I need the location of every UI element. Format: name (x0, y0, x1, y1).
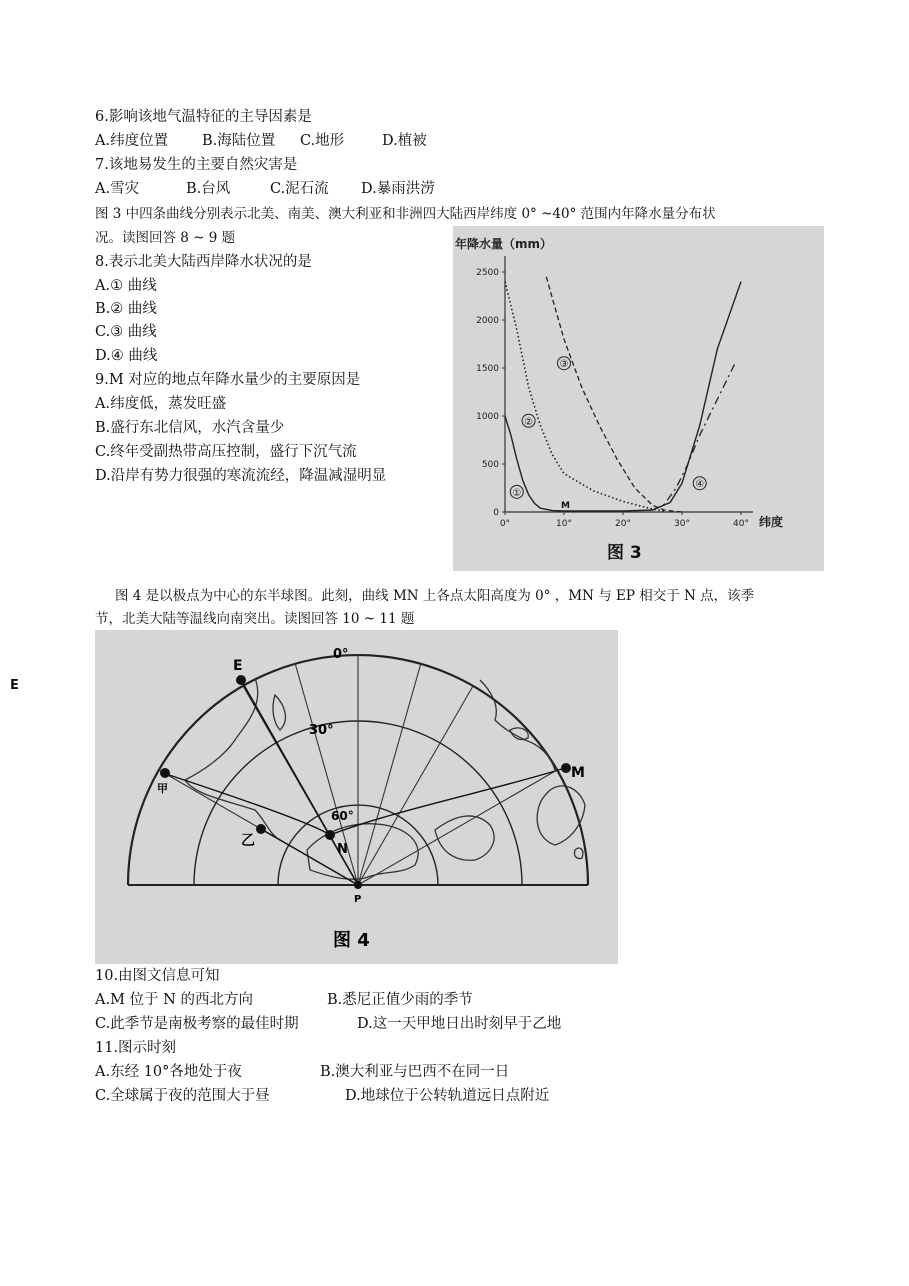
fig4-point-m (561, 763, 571, 773)
fig3-y-tick-label: 1000 (476, 412, 499, 422)
q7-option-d[interactable]: D.暴雨洪涝 (361, 181, 435, 197)
fig3-x-tick-label: 0° (499, 519, 511, 529)
fig4-label-m: M (571, 765, 585, 781)
fig3-ylabel: 年降水量（mm） (455, 237, 553, 251)
q6-option-a[interactable]: A.纬度位置 (95, 133, 169, 149)
fig3-intro-line2: 况。读图回答 8 ~ 9 题 (95, 230, 236, 246)
fig3-series-label: ② (524, 416, 534, 428)
fig4-caption: 图 4 (333, 930, 370, 951)
fig3-series-line (505, 282, 741, 511)
fig4-meridians (159, 655, 557, 885)
q8-stem: 8.表示北美大陆西岸降水状况的是 (95, 254, 312, 270)
q7-option-b[interactable]: B.台风 (186, 181, 231, 197)
fig4-point-jia (160, 768, 170, 778)
fig4-label-e: E (233, 658, 243, 674)
fig3-y-tick-label: 0 (493, 508, 499, 518)
fig3-x-tick-label: 10° (556, 519, 572, 529)
fig3-y-tick-label: 500 (481, 460, 499, 470)
fig4-point-n (325, 830, 335, 840)
q9-option-a[interactable]: A.纬度低，蒸发旺盛 (95, 396, 227, 412)
fig4-label-n: N (337, 842, 348, 857)
fig3-series-line (653, 363, 736, 510)
fig4-label-jia: 甲 (157, 782, 168, 795)
q6-option-d[interactable]: D.植被 (382, 133, 427, 149)
fig3-intro-line1: 图 3 中四条曲线分别表示北美、南美、澳大利亚和非洲四大陆西岸纬度 0° ~40° 范围内年降水量分布状 (95, 206, 716, 222)
q10-option-a[interactable]: A.M 位于 N 的西北方向 (95, 992, 253, 1008)
q10-options-row2 (95, 1014, 561, 1034)
q10-option-d[interactable]: D.这一天甲地日出时刻早于乙地 (357, 1016, 562, 1032)
fig3-y-tick-label: 2500 (476, 268, 499, 278)
fig4-label-yi: 乙 (241, 833, 255, 849)
fig3-series-label: ③ (559, 359, 569, 371)
fig3-series (505, 277, 741, 512)
fig4-point-yi (256, 824, 266, 834)
side-mark: E (10, 678, 19, 693)
q10-options-row1 (95, 990, 473, 1010)
q9-stem: 9.M 对应的地点年降水量少的主要原因是 (95, 372, 361, 388)
fig4-point-e (236, 675, 246, 685)
q8-option-b[interactable]: B.② 曲线 (95, 301, 157, 317)
fig4-svg (95, 630, 618, 964)
fig4-label-p: P (354, 894, 362, 905)
q11-option-a[interactable]: A.东经 10°各地处于夜 (95, 1064, 242, 1080)
q8-option-d[interactable]: D.④ 曲线 (95, 348, 158, 364)
q9-option-d[interactable]: D.沿岸有势力很强的寒流流经，降温减湿明显 (95, 468, 387, 484)
q6-options (95, 131, 427, 151)
fig4-label-lat30: 30° (309, 723, 334, 738)
fig3-caption: 图 3 (607, 543, 642, 563)
fig3-series-label: ① (512, 487, 522, 499)
q10-stem: 10.由图文信息可知 (95, 968, 220, 984)
fig3-series-line (546, 277, 682, 512)
q10-option-b[interactable]: B.悉尼正值少雨的季节 (327, 992, 473, 1008)
q6-stem: 6.影响该地气温特征的主导因素是 (95, 109, 312, 125)
fig4-label-lat0: 0° (333, 647, 349, 662)
fig3-series-line (505, 282, 664, 511)
fig4-continents (185, 678, 585, 879)
q7-option-c[interactable]: C.泥石流 (270, 181, 329, 197)
fig3-svg (453, 226, 824, 571)
figure-4-polar-map (95, 630, 618, 964)
fig4-label-lat60: 60° (331, 809, 354, 823)
fig3-x-tick-label: 40° (733, 519, 749, 529)
q11-option-b[interactable]: B.澳大利亚与巴西不在同一日 (320, 1064, 510, 1080)
q7-options (95, 179, 435, 199)
q6-option-c[interactable]: C.地形 (300, 133, 345, 149)
fig3-xlabel: 纬度 (759, 515, 784, 529)
fig4-point-p (354, 881, 362, 889)
q8-option-a[interactable]: A.① 曲线 (95, 278, 157, 294)
q11-options-row2 (95, 1086, 549, 1106)
fig4-mn-curve (163, 768, 565, 835)
q9-option-c[interactable]: C.终年受副热带高压控制，盛行下沉气流 (95, 444, 357, 460)
fig3-y-tick-label: 1500 (476, 364, 499, 374)
q6-option-b[interactable]: B.海陆位置 (202, 133, 276, 149)
q10-option-c[interactable]: C.此季节是南极考察的最佳时期 (95, 1016, 299, 1032)
fig3-series-label: ④ (695, 479, 705, 491)
figure-3-precipitation-chart (453, 226, 824, 571)
fig4-intro-line1: 图 4 是以极点为中心的东半球图。此刻，曲线 MN 上各点太阳高度为 0° ，MN 与 EP 相交于 N 点，该季 (115, 588, 755, 604)
fig3-point-m-label: M (561, 501, 571, 512)
q7-option-a[interactable]: A.雪灾 (95, 181, 140, 197)
q11-option-c[interactable]: C.全球属于夜的范围大于昼 (95, 1088, 270, 1104)
q9-option-b[interactable]: B.盛行东北信风，水汽含量少 (95, 420, 285, 436)
q8-option-c[interactable]: C.③ 曲线 (95, 324, 157, 340)
fig3-x-tick-label: 20° (615, 519, 631, 529)
fig4-intro-line2: 节，北美大陆等温线向南突出。读图回答 10 ~ 11 题 (95, 611, 415, 627)
q11-options-row1 (95, 1062, 509, 1082)
fig4-yi-line (261, 829, 358, 885)
q11-option-d[interactable]: D.地球位于公转轨道远日点附近 (345, 1088, 550, 1104)
q11-stem: 11.图示时刻 (95, 1040, 177, 1056)
q7-stem: 7.该地易发生的主要自然灾害是 (95, 157, 298, 173)
fig3-x-tick-label: 30° (674, 519, 690, 529)
fig3-y-tick-label: 2000 (476, 316, 499, 326)
